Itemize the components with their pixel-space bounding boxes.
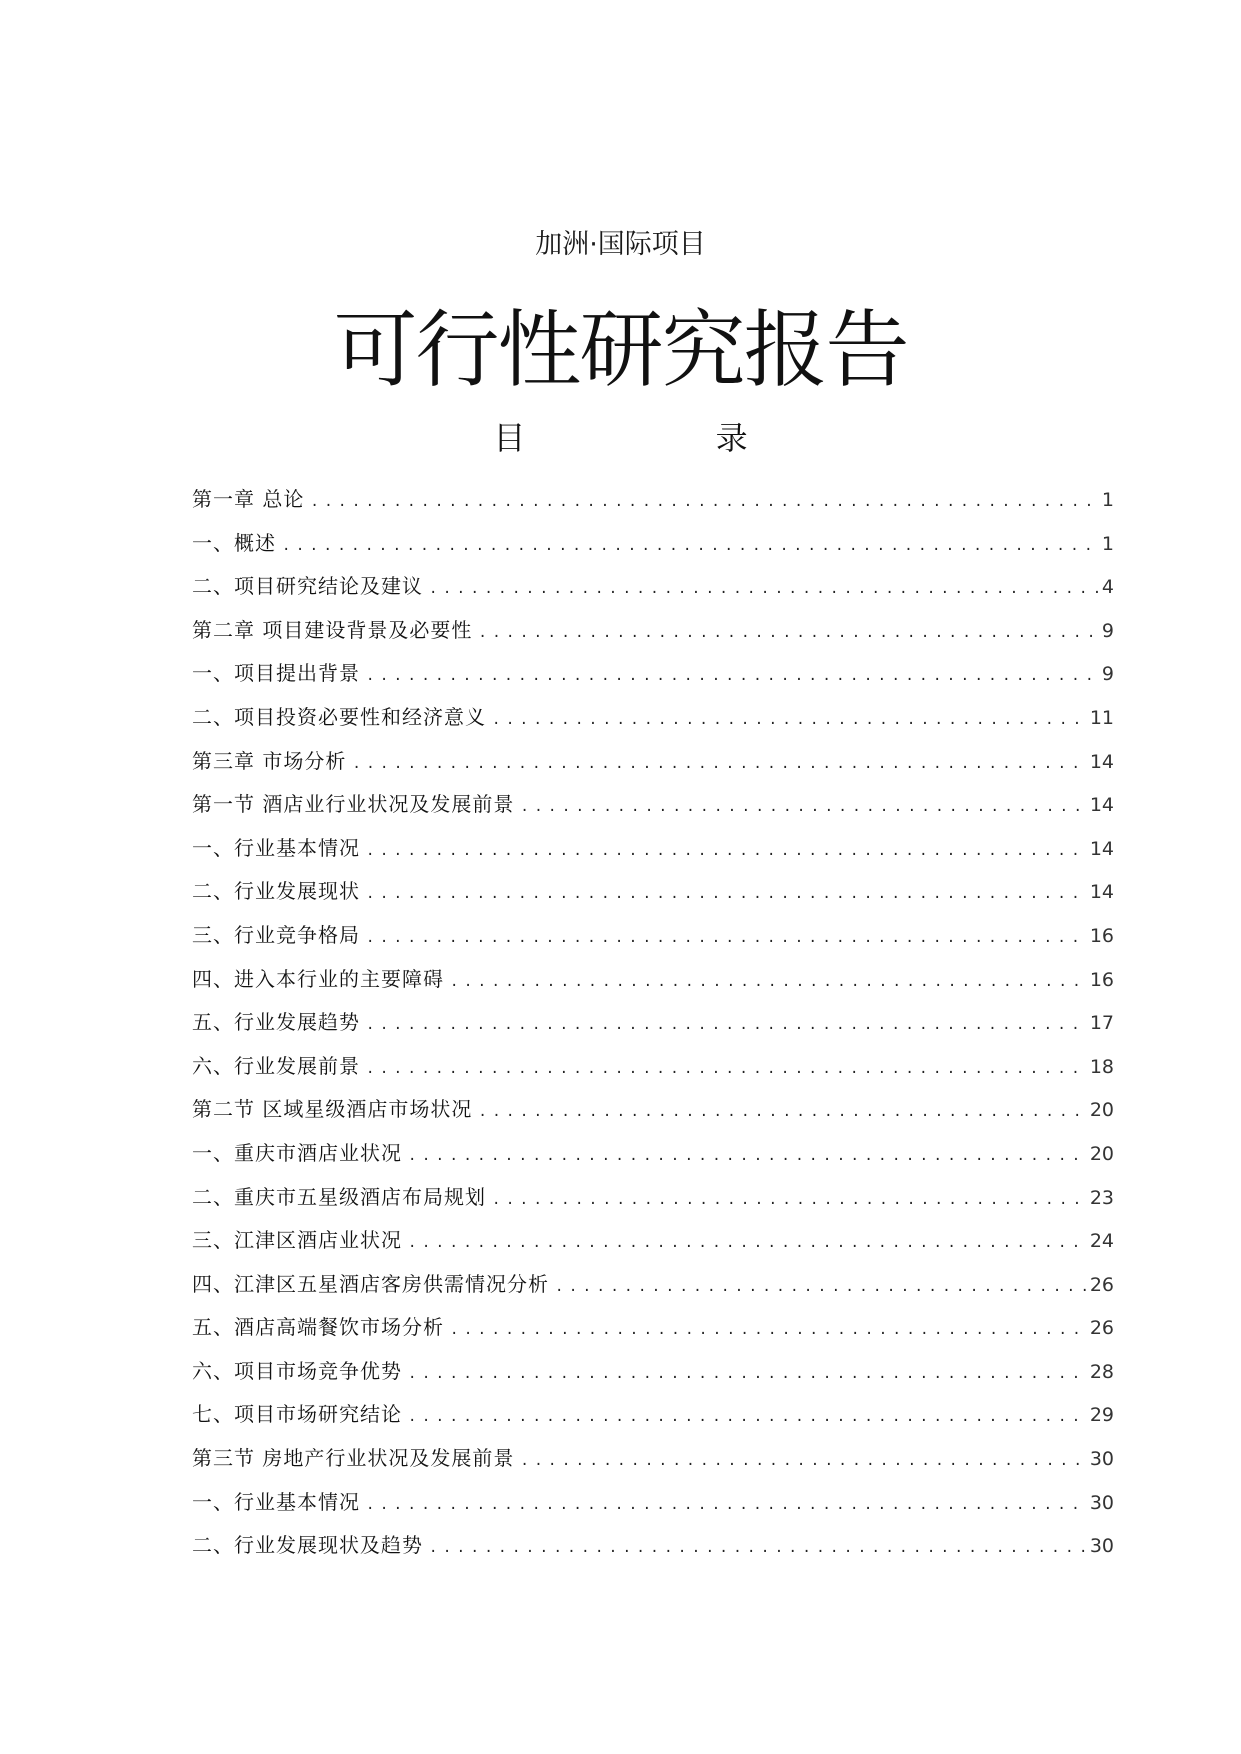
- dot-leader: [492, 699, 1088, 740]
- dot-leader: [492, 1179, 1088, 1220]
- toc-entry[interactable]: [192, 652, 1114, 696]
- toc-entry[interactable]: [192, 1219, 1114, 1263]
- toc-entry-label: 二、项目投资必要性和经济意义: [192, 704, 486, 729]
- toc-entry[interactable]: [192, 1088, 1114, 1132]
- toc-entry-label: 第一章 总论: [192, 487, 305, 511]
- toc-entry[interactable]: [192, 958, 1114, 1002]
- toc-entry-page: 30: [1089, 1491, 1114, 1514]
- toc-entry-page: 9: [1101, 663, 1114, 686]
- toc-entry[interactable]: [192, 870, 1114, 914]
- toc-entry[interactable]: [192, 1001, 1114, 1045]
- toc-entry-label: 二、行业发展现状: [192, 879, 360, 904]
- dot-leader: [450, 1309, 1088, 1350]
- dot-leader: [429, 568, 1100, 609]
- dot-leader: [429, 1527, 1088, 1568]
- toc-entry[interactable]: [192, 1306, 1114, 1350]
- toc-entry-label: 三、行业竞争格局: [192, 922, 360, 947]
- document-title: 可行性研究报告: [333, 301, 908, 399]
- toc-entry[interactable]: [192, 740, 1114, 784]
- toc-entry-label: 六、项目市场竞争优势: [192, 1358, 402, 1383]
- toc-entry[interactable]: [192, 1524, 1114, 1568]
- dot-leader: [555, 1266, 1088, 1307]
- dot-leader: [366, 1004, 1088, 1045]
- toc-entry-label: 四、江津区五星酒店客房供需情况分析: [192, 1271, 549, 1296]
- toc-entry-label: 二、重庆市五星级酒店布局规划: [192, 1184, 486, 1209]
- toc-entry-page: 14: [1089, 837, 1114, 860]
- toc-entry-page: 28: [1089, 1360, 1114, 1383]
- dot-leader: [366, 830, 1088, 871]
- toc-entry-label: 五、行业发展趋势: [192, 1010, 360, 1035]
- toc-entry-page: 1: [1101, 532, 1114, 555]
- toc-entry[interactable]: [192, 1350, 1114, 1394]
- toc-entry[interactable]: [192, 609, 1114, 653]
- toc-entry[interactable]: [192, 1481, 1114, 1525]
- dot-leader: [282, 525, 1100, 566]
- toc-entry[interactable]: [192, 696, 1114, 740]
- toc-entry-label: 二、行业发展现状及趋势: [192, 1533, 423, 1558]
- toc-entry-label: 第二章 项目建设背景及必要性: [192, 617, 473, 642]
- dot-leader: [408, 1353, 1088, 1394]
- dot-leader: [408, 1135, 1088, 1176]
- toc-entry-page: 23: [1089, 1186, 1114, 1209]
- dot-leader: [520, 1440, 1087, 1481]
- dot-leader: [352, 743, 1087, 784]
- dot-leader: [520, 786, 1087, 827]
- dot-leader: [366, 1048, 1088, 1089]
- toc-entry-page: 4: [1101, 576, 1114, 599]
- toc-entry-page: 30: [1089, 1535, 1114, 1558]
- toc-entry[interactable]: [192, 565, 1114, 609]
- dot-leader: [310, 481, 1100, 522]
- dot-leader: [366, 917, 1088, 958]
- toc-entry-page: 26: [1089, 1273, 1114, 1296]
- toc-entry-label: 一、项目提出背景: [192, 661, 360, 686]
- dot-leader: [408, 1396, 1088, 1437]
- toc-entry[interactable]: [192, 478, 1114, 522]
- toc-entry[interactable]: [192, 914, 1114, 958]
- toc-entry[interactable]: [192, 1263, 1114, 1307]
- toc-entry-label: 第二节 区域星级酒店市场状况: [192, 1097, 473, 1122]
- toc-entry[interactable]: [192, 1176, 1114, 1220]
- toc-entry-page: 26: [1089, 1317, 1114, 1340]
- toc-entry-page: 14: [1089, 794, 1114, 817]
- toc-entry-page: 11: [1089, 706, 1114, 729]
- toc-entry-page: 24: [1089, 1230, 1114, 1253]
- toc-entry-page: 14: [1089, 881, 1114, 904]
- dot-leader: [478, 612, 1100, 653]
- toc-entry[interactable]: [192, 1132, 1114, 1176]
- toc-entry-label: 一、行业基本情况: [192, 835, 360, 860]
- toc-entry[interactable]: [192, 783, 1114, 827]
- toc-entry-label: 第三节 房地产行业状况及发展前景: [192, 1446, 515, 1471]
- toc-entry-page: 29: [1089, 1404, 1114, 1427]
- toc-entry-label: 七、项目市场研究结论: [192, 1402, 402, 1427]
- toc-entry-label: 五、酒店高端餐饮市场分析: [192, 1315, 444, 1340]
- toc-entry-page: 1: [1101, 489, 1114, 511]
- toc-entry-page: 30: [1089, 1448, 1114, 1471]
- toc-entry-label: 第一节 酒店业行业状况及发展前景: [192, 792, 515, 817]
- toc-entry[interactable]: [192, 827, 1114, 871]
- toc-entry-label: 三、江津区酒店业状况: [192, 1228, 402, 1253]
- toc-entry-label: 一、行业基本情况: [192, 1489, 360, 1514]
- toc-entry-label: 四、进入本行业的主要障碍: [192, 966, 444, 991]
- toc-entry-label: 第三章 市场分析: [192, 748, 347, 773]
- toc-entry-label: 二、项目研究结论及建议: [192, 574, 423, 599]
- project-name: 加洲·国际项目: [535, 229, 706, 260]
- dot-leader: [366, 655, 1100, 696]
- dot-leader: [366, 1484, 1088, 1525]
- toc-entry-page: 16: [1089, 924, 1114, 947]
- toc-entry-page: 14: [1089, 750, 1114, 773]
- toc-entry-page: 18: [1089, 1055, 1114, 1078]
- toc-entry-label: 一、概述: [192, 530, 276, 555]
- toc-entry-label: 一、重庆市酒店业状况: [192, 1140, 402, 1165]
- toc-entry-page: 17: [1089, 1012, 1114, 1035]
- dot-leader: [478, 1091, 1087, 1132]
- toc-entry[interactable]: [192, 1437, 1114, 1481]
- dot-leader: [366, 873, 1088, 914]
- toc-entry-page: 9: [1101, 619, 1114, 642]
- toc-entry-page: 16: [1089, 968, 1114, 991]
- toc-entry-page: 20: [1089, 1142, 1114, 1165]
- table-of-contents: [192, 478, 1114, 1568]
- dot-leader: [408, 1222, 1088, 1263]
- toc-entry[interactable]: [192, 1045, 1114, 1089]
- toc-heading: 目 录: [493, 419, 838, 457]
- toc-entry[interactable]: [192, 1393, 1114, 1437]
- dot-leader: [450, 961, 1088, 1002]
- toc-entry[interactable]: [192, 522, 1114, 566]
- toc-entry-label: 六、行业发展前景: [192, 1053, 360, 1078]
- toc-entry-page: 20: [1089, 1099, 1114, 1122]
